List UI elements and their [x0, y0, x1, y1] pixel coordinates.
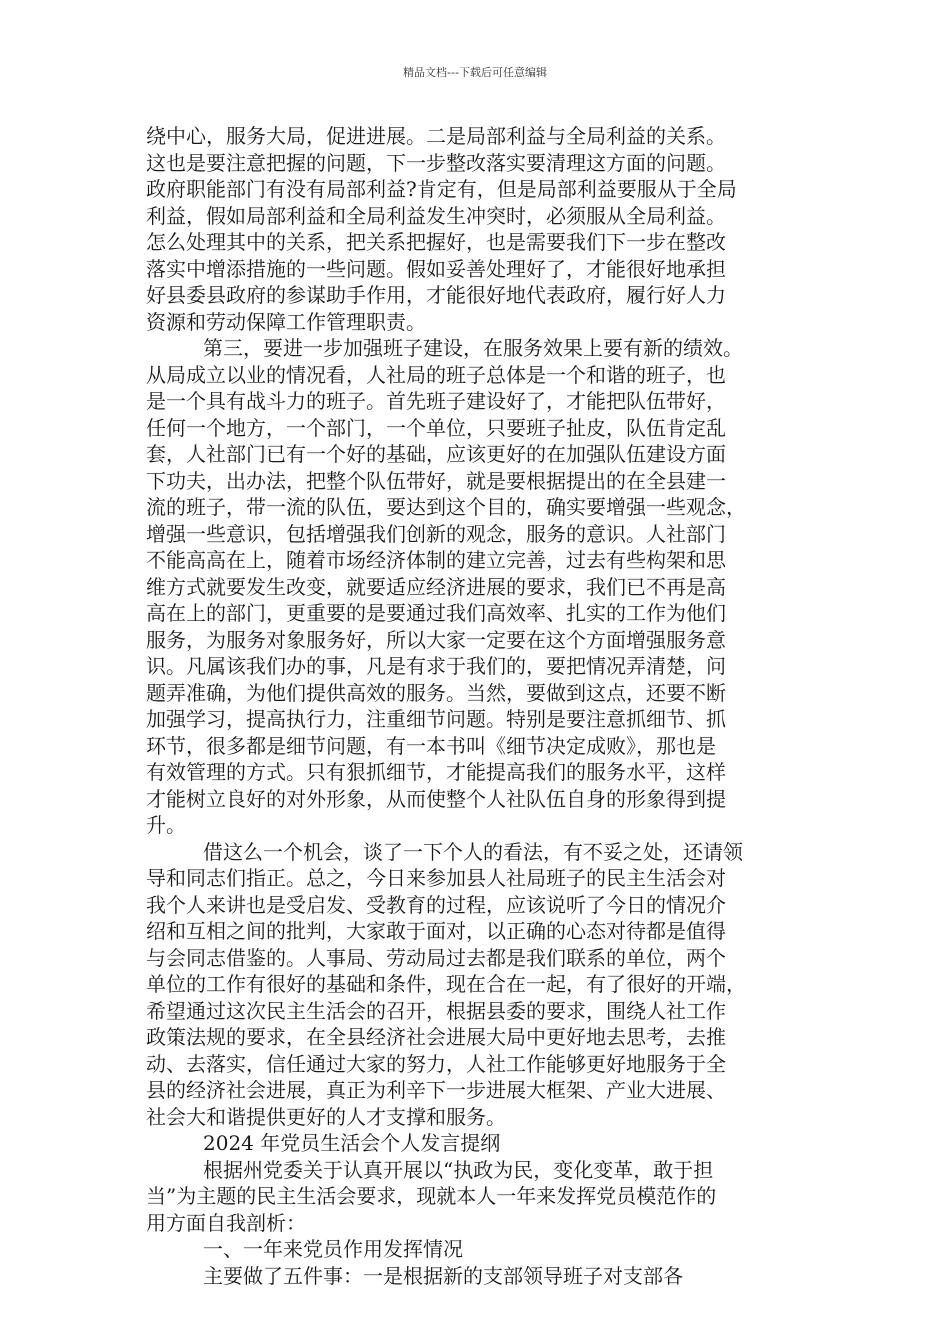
text-line: 流的班子，带一流的队伍，要达到这个目的，确实要增强一些观念， [146, 495, 746, 519]
text-line: 资源和劳动保障工作管理职责。 [146, 309, 426, 334]
text-line: 政府职能部门有没有局部利益?肯定有，但是局部利益要服从于全局 [146, 177, 737, 201]
section-heading: 一、一年来党员作用发挥情况 [203, 1237, 463, 1261]
text-line: 服务，为服务对象服务好，所以大家一定要在这个方面增强服务意 [146, 627, 726, 652]
page-header: 精品文档---下载后可任意编辑 [403, 66, 547, 79]
text-line: 才能树立良好的对外形象，从而使整个人社队伍自身的形象得到提 [146, 786, 726, 811]
text-line: 增强一些意识，包括增强我们创新的观念，服务的意识。人社部门 [146, 521, 726, 546]
text-line: 套，人社部门已有一个好的基础，应该更好的在加强队伍建设方面 [146, 442, 726, 466]
text-line: 当”为主题的民主生活会要求，现就本人一年来发挥党员模范作的 [146, 1184, 717, 1208]
text-line: 政策法规的要求，在全县经济社会进展大局中更好地去思考，去推 [146, 1025, 726, 1049]
text-line: 加强学习，提高执行力，注重细节问题。特别是要注意抓细节、抓 [146, 707, 726, 731]
paragraph-start: 第三，要进一步加强班子建设，在服务效果上要有新的绩效。 [203, 336, 743, 360]
text-line: 升。 [146, 813, 186, 837]
text-line: 怎么处理其中的关系，把关系把握好，也是需要我们下一步在整改 [146, 230, 726, 254]
text-line: 社会大和谐提供更好的人才支撑和服务。 [146, 1104, 506, 1129]
text-line: 任何一个地方，一个部门，一个单位，只要班子扯皮，队伍肯定乱 [146, 415, 726, 440]
text-line: 环节，很多都是细节问题，有一本书叫《细节决定成败》，那也是 [146, 733, 716, 758]
paragraph-start: 根据州党委关于认真开展以“执政为民，变化变革，敢于担 [203, 1157, 714, 1182]
text-line: 落实中增添措施的一些问题。假如妥善处理好了，才能很好地承担 [146, 256, 726, 281]
text-line: 与会同志借鉴的。人事局、劳动局过去都是我们联系的单位，两个 [146, 945, 726, 970]
text-line: 动、去落实，信任通过大家的努力，人社工作能够更好地服务于全 [146, 1051, 726, 1076]
section-title: 2024 年党员生活会个人发言提纲 [203, 1131, 501, 1155]
text-line: 用方面自我剖析： [146, 1210, 306, 1235]
text-line: 不能高高在上，随着市场经济体制的建立完善，过去有些构架和思 [146, 548, 726, 572]
paragraph-start: 借这么一个机会，谈了一下个人的看法，有不妥之处，还请领 [203, 839, 743, 864]
text-line: 绍和互相之间的批判，大家敢于面对，以正确的心态对待都是值得 [146, 919, 726, 943]
text-line: 我个人来讲也是受启发、受教育的过程，应该说听了今日的情况介 [146, 892, 726, 917]
text-line: 是一个具有战斗力的班子。首先班子建设好了，才能把队伍带好， [146, 389, 726, 413]
text-line: 导和同志们指正。总之，今日来参加县人社局班子的民主生活会对 [146, 866, 726, 890]
text-line: 下功夫，出办法，把整个队伍带好，就是要根据提出的在全县建一 [146, 468, 726, 493]
text-line: 有效管理的方式。只有狠抓细节，才能提高我们的服务水平，这样 [146, 760, 726, 784]
text-line: 利益，假如局部利益和全局利益发生冲突时，必须服从全局利益。 [146, 203, 726, 228]
text-line: 单位的工作有很好的基础和条件，现在合在一起，有了很好的开端， [146, 972, 746, 996]
text-line: 识。凡属该我们办的事，凡是有求于我们的，要把情况弄清楚，问 [146, 654, 726, 678]
text-line: 县的经济社会进展，真正为利辛下一步进展大框架、产业大进展、 [146, 1078, 726, 1102]
text-line: 维方式就要发生改变，就要适应经济进展的要求，我们已不再是高 [146, 574, 726, 599]
paragraph-start: 主要做了五件事：一是根据新的支部领导班子对支部各 [203, 1263, 683, 1288]
text-line: 从局成立以业的情况看，人社局的班子总体是一个和谐的班子，也 [146, 362, 726, 387]
document-body [146, 123, 808, 1289]
text-line: 这也是要注意把握的问题，下一步整改落实要清理这方面的问题。 [146, 150, 726, 175]
text-line: 绕中心，服务大局，促进进展。二是局部利益与全局利益的关系。 [146, 124, 726, 148]
text-line: 高在上的部门，更重要的是要通过我们高效率、扎实的工作为他们 [146, 601, 726, 625]
text-line: 好县委县政府的参谋助手作用，才能很好地代表政府，履行好人力 [146, 283, 726, 307]
text-line: 题弄准确，为他们提供高效的服务。当然，要做到这点，还要不断 [146, 680, 726, 705]
text-line: 希望通过这次民主生活会的召开，根据县委的要求，围绕人社工作 [146, 998, 726, 1023]
